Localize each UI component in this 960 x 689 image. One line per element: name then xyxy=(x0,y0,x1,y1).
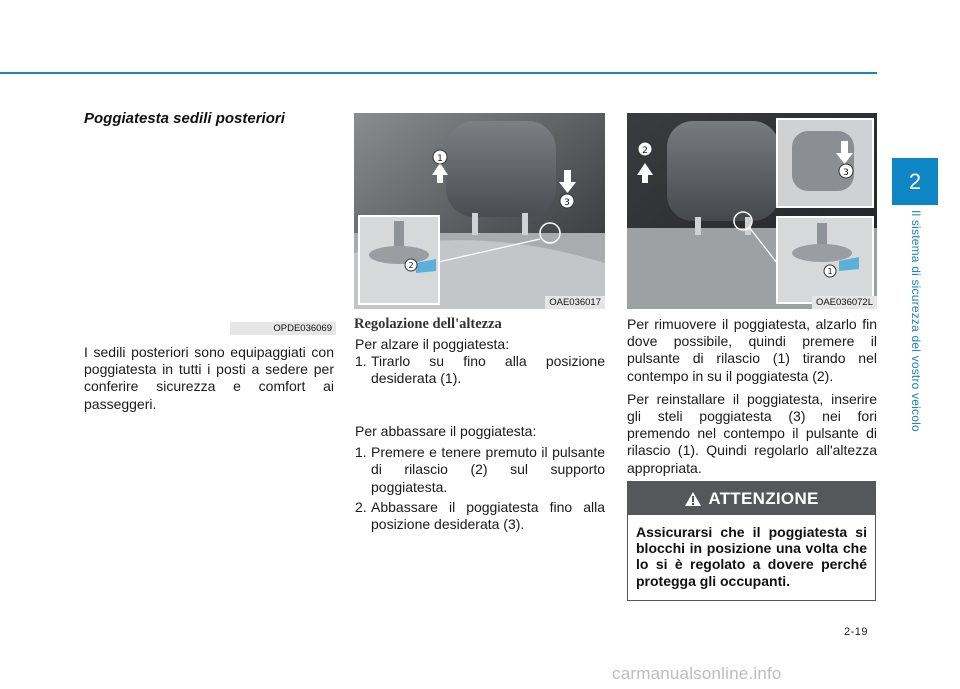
warning-title: ATTENZIONE xyxy=(708,488,819,508)
headrest-removal-illustration xyxy=(627,113,877,309)
lower-intro: Per abbassare il poggiatesta: xyxy=(355,423,537,439)
watermark: carmanualsonline.info xyxy=(612,664,782,683)
svg-text:1: 1 xyxy=(437,154,443,164)
reinstall-paragraph: Per reinstallare il poggiatesta, inserire gli steli poggiatesta (3) nei fori premendo nel contempo il pulsante di rilascio (1). Quindi regolarlo all'altezza appropriata. xyxy=(627,390,877,476)
svg-text:1: 1 xyxy=(827,267,833,276)
lower-steps xyxy=(355,444,605,533)
headrest-height-photo xyxy=(354,113,605,309)
warning-text: Assicurarsi che il poggiatesta si blocchi in posizione una volta che lo si è regolato a dovere perché protegga gli occupanti. xyxy=(636,524,867,589)
lower-instructions xyxy=(355,423,605,533)
height-adjust-heading: Regolazione dell'altezza xyxy=(354,316,502,332)
image-code-oae036017: OAE036017 xyxy=(545,296,605,309)
list-item: 1. Premere e tenere premuto il pulsante di rilascio (2) sul supporto poggiatesta. xyxy=(355,444,605,495)
warning-box xyxy=(627,481,876,601)
page-number: 2-19 xyxy=(844,626,869,638)
headrest-removal-photo xyxy=(627,113,877,309)
svg-text:2: 2 xyxy=(642,146,648,156)
svg-text:3: 3 xyxy=(843,168,849,178)
height-adjust-instructions xyxy=(355,336,605,388)
removal-paragraph: Per rimuovere il poggiatesta, alzarlo fin dove possibile, quindi premere il pulsante di rilascio (1) tirando nel contempo in su il poggiatesta (2). xyxy=(627,316,877,384)
image-code-oae036072l: OAE036072L xyxy=(812,296,877,309)
list-item: 1. Tirarlo su fino alla posizione desiderata (1). xyxy=(355,353,605,387)
section-title: Poggiatesta sedili posteriori xyxy=(84,110,285,127)
chapter-tab: 2 xyxy=(892,158,938,205)
intro-paragraph: I sedili posteriori sono equipaggiati con poggiatesta in tutti i posti a sedere per conferire sicurezza e comfort ai passeggeri. xyxy=(84,344,334,412)
svg-text:3: 3 xyxy=(564,198,570,208)
removal-instructions xyxy=(627,316,877,477)
svg-text:2: 2 xyxy=(408,261,414,270)
warning-triangle-icon xyxy=(684,491,702,507)
list-item: 2. Abbassare il poggiatesta fino alla posizione desiderata (3). xyxy=(355,498,605,533)
raise-intro: Per alzare il poggiatesta: xyxy=(355,336,510,352)
headrest-height-illustration xyxy=(354,113,605,309)
raise-steps xyxy=(355,353,605,387)
image-code-opde036069: OPDE036069 xyxy=(230,322,336,335)
top-rule xyxy=(0,72,877,74)
warning-header xyxy=(628,482,875,515)
chapter-title: Il sistema di sicurezza del vostro veicolo xyxy=(909,210,923,432)
